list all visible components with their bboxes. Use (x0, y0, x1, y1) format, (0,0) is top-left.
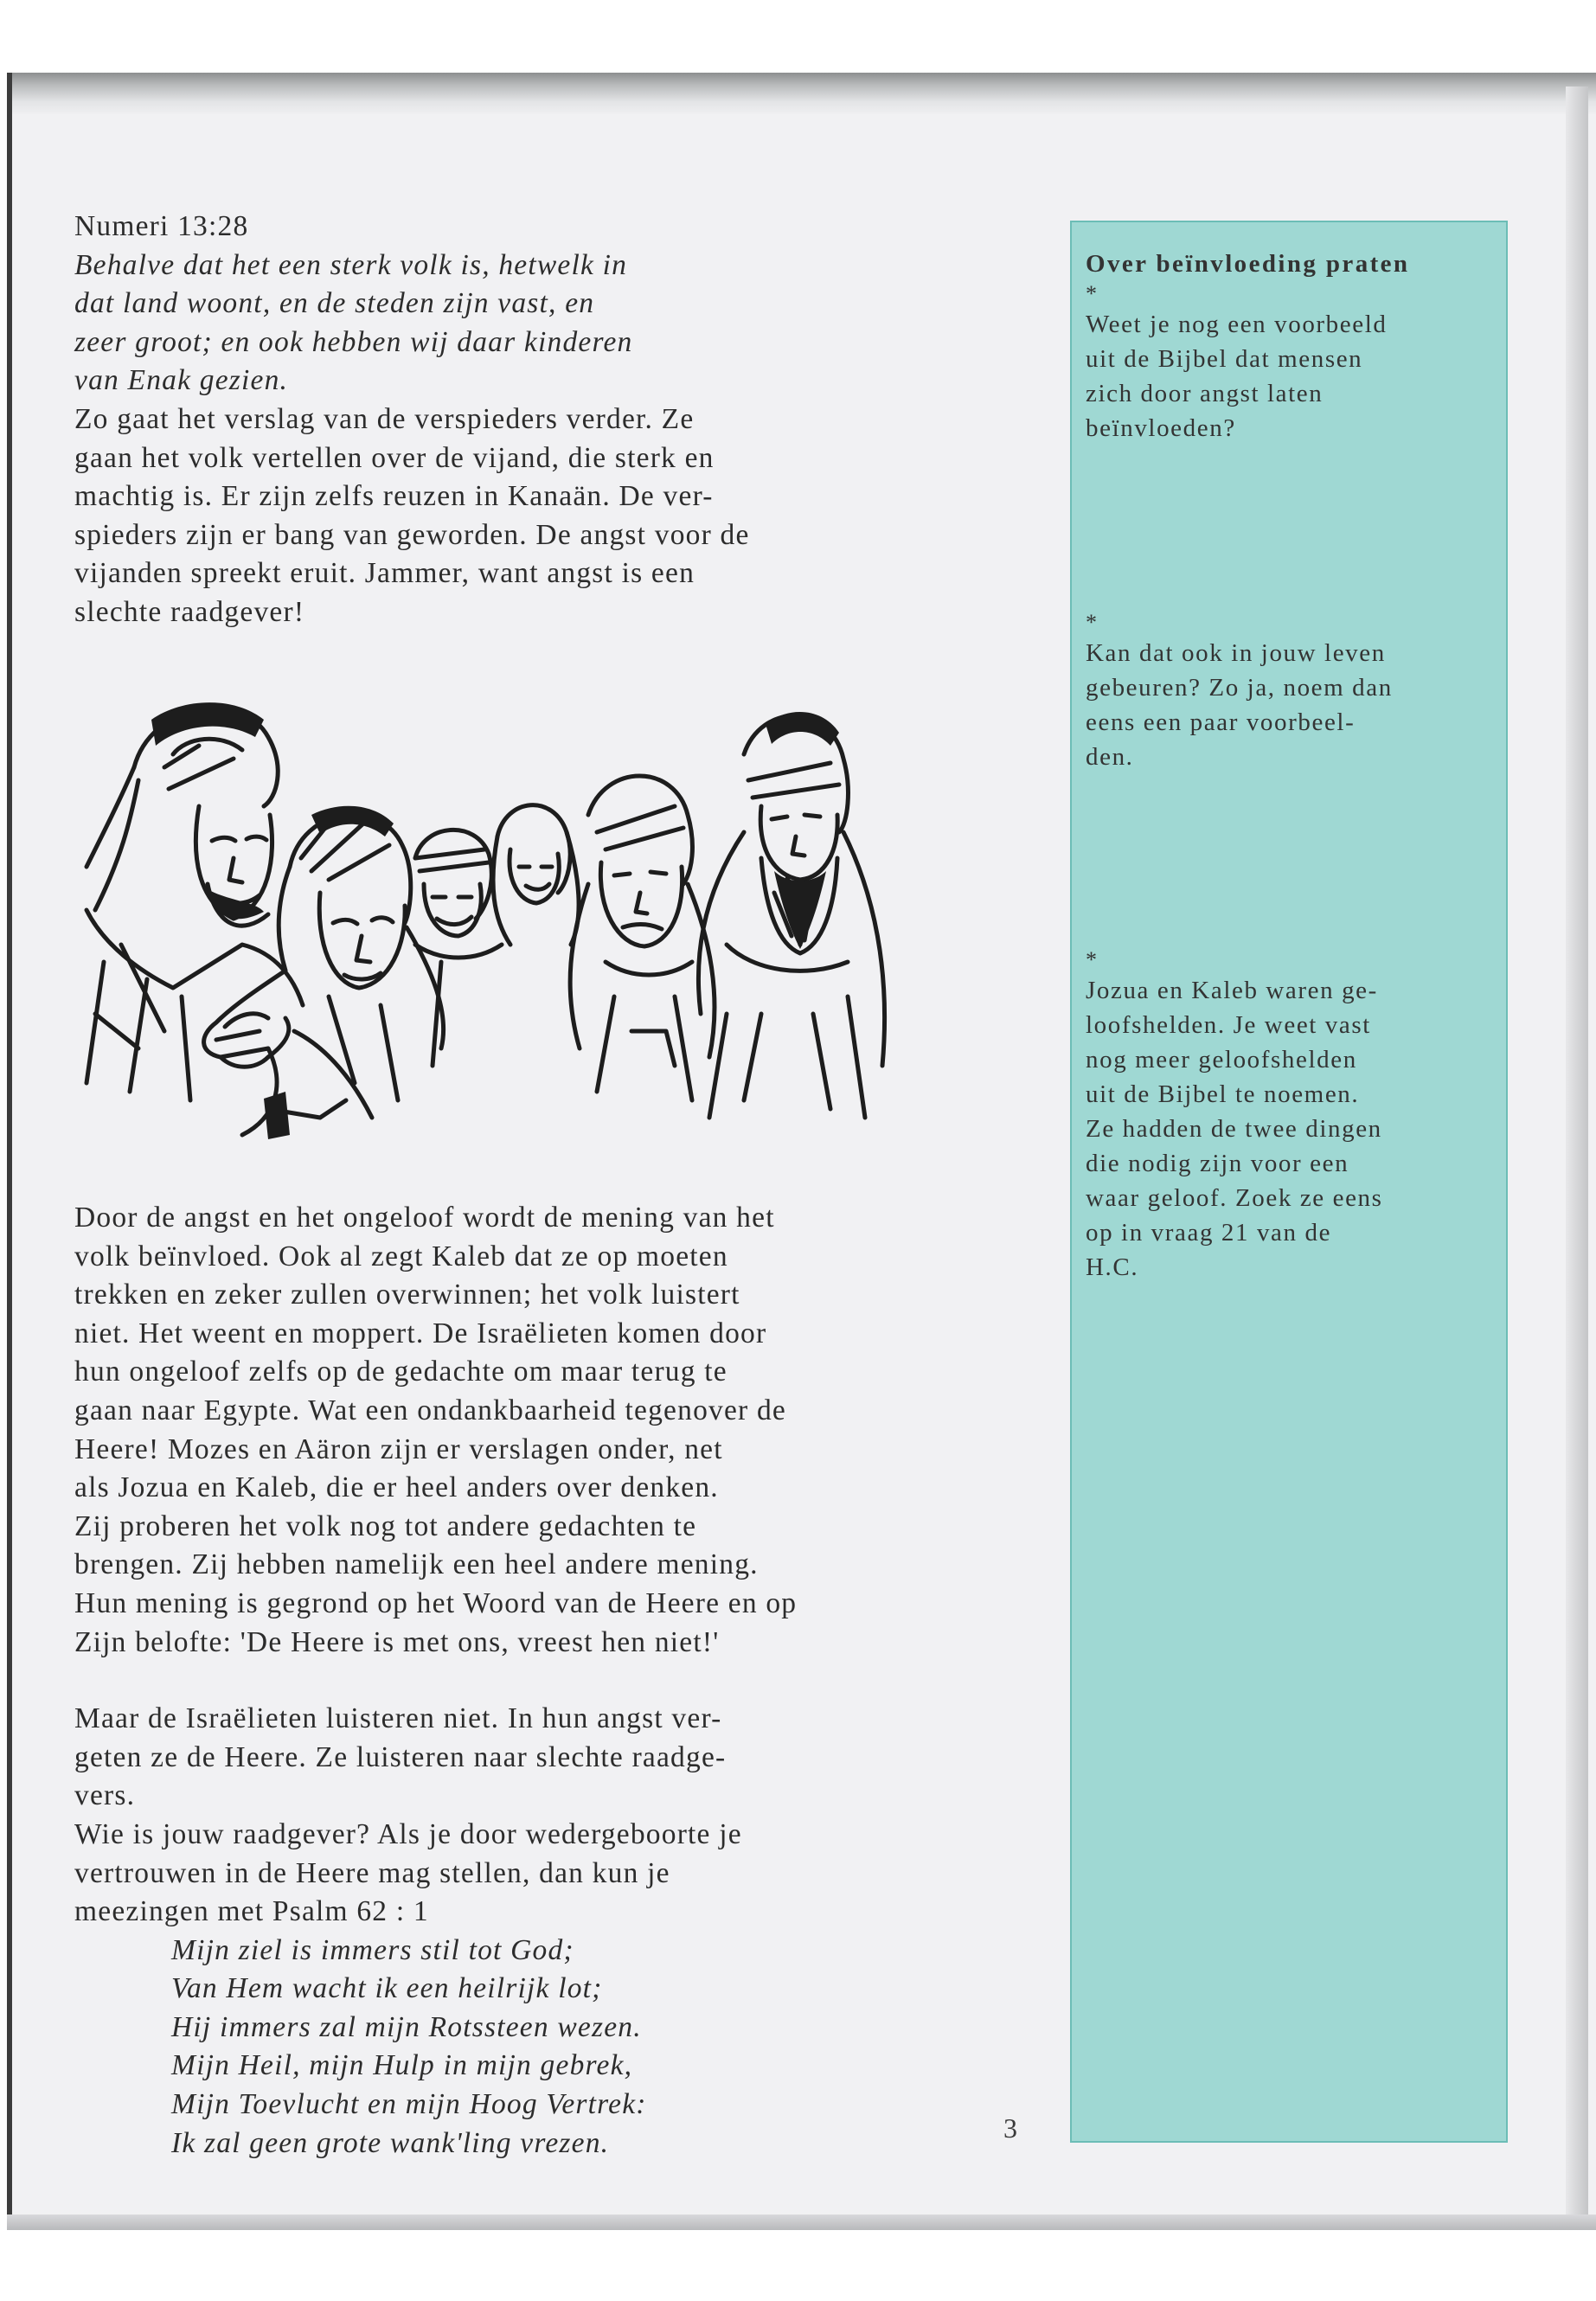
psalm-line: Ik zal geen grote wank'ling vrezen. (171, 2126, 610, 2159)
sidebar-question-line: nog meer geloofshelden (1086, 1046, 1357, 1074)
psalm-line: Mijn ziel is immers stil tot God; (171, 1933, 574, 1966)
paragraph-line: gaan naar Egypte. Wat een ondankbaarheid tegenover de (74, 1394, 786, 1426)
paragraph-line: als Jozua en Kaleb, die er heel anders over denken. (74, 1471, 719, 1504)
star-bullet: * (1086, 947, 1099, 972)
paragraph-line: niet. Het weent en moppert. De Israëlieten komen door (74, 1317, 767, 1349)
psalm-line: Mijn Toevlucht en mijn Hoog Vertrek: (171, 2088, 647, 2121)
sidebar-question-line: gebeuren? Zo ja, noem dan (1086, 674, 1393, 702)
scripture-reference: Numeri 13:28 (74, 210, 249, 242)
intro-line: slechte raadgever! (74, 595, 305, 628)
intro-line: Zo gaat het verslag van de verspieders verder. Ze (74, 402, 695, 435)
sidebar-question-line: waar geloof. Zoek ze eens (1086, 1184, 1383, 1212)
intro-line: vijanden spreekt eruit. Jammer, want angst is een (74, 557, 695, 590)
sidebar-question-line: beïnvloeden? (1086, 414, 1236, 442)
figure-background-person (493, 805, 579, 945)
discussion-sidebar (1070, 221, 1508, 2143)
scripture-line: van Enak gezien. (74, 364, 289, 397)
paragraph-line: Door de angst en het ongeloof wordt de mening van het (74, 1202, 775, 1234)
sidebar-question-line: Weet je nog een voorbeeld (1086, 311, 1388, 338)
sidebar-question-line: H.C. (1086, 1253, 1139, 1281)
paragraph-line: Wie is jouw raadgever? Als je door wedergeboorte je (74, 1817, 742, 1850)
figure-frowning-man (570, 776, 715, 1100)
figure-smiling-man (415, 830, 502, 1066)
sidebar-spacer (1086, 445, 1484, 610)
paragraph-line: geten ze de Heere. Ze luisteren naar slechte raadge- (74, 1740, 727, 1773)
figure-pointing-man (204, 815, 444, 1135)
paragraph-line: hun ongeloof zelfs op de gedachte om maar terug te (74, 1356, 727, 1388)
paragraph-line: vertrouwen in de Heere mag stellen, dan kun je (74, 1856, 670, 1889)
sidebar-question-line: uit de Bijbel dat mensen (1086, 345, 1363, 373)
figure-left-man (87, 708, 303, 1100)
paragraph-line: volk beïnvloed. Ook al zegt Kaleb dat ze op moeten (74, 1240, 728, 1272)
paragraph-line: vers. (74, 1779, 136, 1812)
scripture-line: Behalve dat het een sterk volk is, hetwelk in (74, 248, 628, 281)
star-bullet: * (1086, 281, 1099, 306)
paragraph-line: meezingen met Psalm 62 : 1 (74, 1895, 429, 1928)
intro-line: gaan het volk vertellen over de vijand, die sterk en (74, 441, 715, 474)
sidebar-question-line: die nodig zijn voor een (1086, 1150, 1349, 1177)
sidebar-question-line: loofshelden. Je weet vast (1086, 1011, 1371, 1039)
spies-illustration (69, 685, 908, 1152)
intro-line: machtig is. Er zijn zelfs reuzen in Kanaän. De ver- (74, 480, 714, 513)
paragraph-line: brengen. Zij hebben namelijk een heel andere mening. (74, 1548, 759, 1581)
bottom-text-block (74, 1199, 1009, 2163)
sidebar-spacer (1086, 774, 1484, 947)
sidebar-title: Over beïnvloeding praten (1086, 250, 1410, 278)
page-top-shadow (12, 73, 1596, 114)
sidebar-question-line: Kan dat ook in jouw leven (1086, 639, 1386, 667)
intro-line: spieders zijn er bang van geworden. De angst voor de (74, 518, 750, 551)
page-bottom-edge (7, 2214, 1596, 2230)
sidebar-question-line: op in vraag 21 van de (1086, 1219, 1332, 1247)
paragraph-line: Zij proberen het volk nog tot andere gedachten te (74, 1509, 697, 1542)
paragraph-gap (74, 1662, 1009, 1700)
scan-margin-top (0, 0, 1596, 73)
paragraph-line: trekken en zeker zullen overwinnen; het volk luistert (74, 1279, 740, 1311)
psalm-line: Hij immers zal mijn Rotssteen wezen. (171, 2010, 642, 2043)
scripture-line: dat land woont, en de steden zijn vast, en (74, 287, 595, 320)
page-right-edge (1566, 87, 1588, 2223)
page-number: 3 (1003, 2112, 1017, 2144)
scripture-line: zeer groot; en ook hebben wij daar kinderen (74, 325, 633, 358)
top-text-block (74, 208, 1009, 632)
paragraph-line: Heere! Mozes en Aäron zijn er verslagen onder, net (74, 1433, 723, 1465)
sidebar-question-line: Jozua en Kaleb waren ge- (1086, 977, 1378, 1004)
paragraph-line: Zijn belofte: 'De Heere is met ons, vreest hen niet!' (74, 1625, 720, 1658)
sidebar-question-line: den. (1086, 743, 1134, 771)
psalm-line: Mijn Heil, mijn Hulp in mijn gebrek, (171, 2049, 633, 2082)
sidebar-question-line: zich door angst laten (1086, 380, 1324, 407)
sidebar-question-line: eens een paar voorbeel- (1086, 708, 1356, 736)
psalm-line: Van Hem wacht ik een heilrijk lot; (171, 1972, 603, 2005)
sidebar-question-line: uit de Bijbel te noemen. (1086, 1080, 1360, 1108)
star-bullet: * (1086, 610, 1099, 635)
paragraph-line: Maar de Israëlieten luisteren niet. In hun angst ver- (74, 1702, 722, 1735)
paragraph-line: Hun mening is gegrond op het Woord van de Heere en op (74, 1586, 798, 1619)
sidebar-question-line: Ze hadden de twee dingen (1086, 1115, 1382, 1143)
scan-margin-bottom (0, 2230, 1596, 2301)
